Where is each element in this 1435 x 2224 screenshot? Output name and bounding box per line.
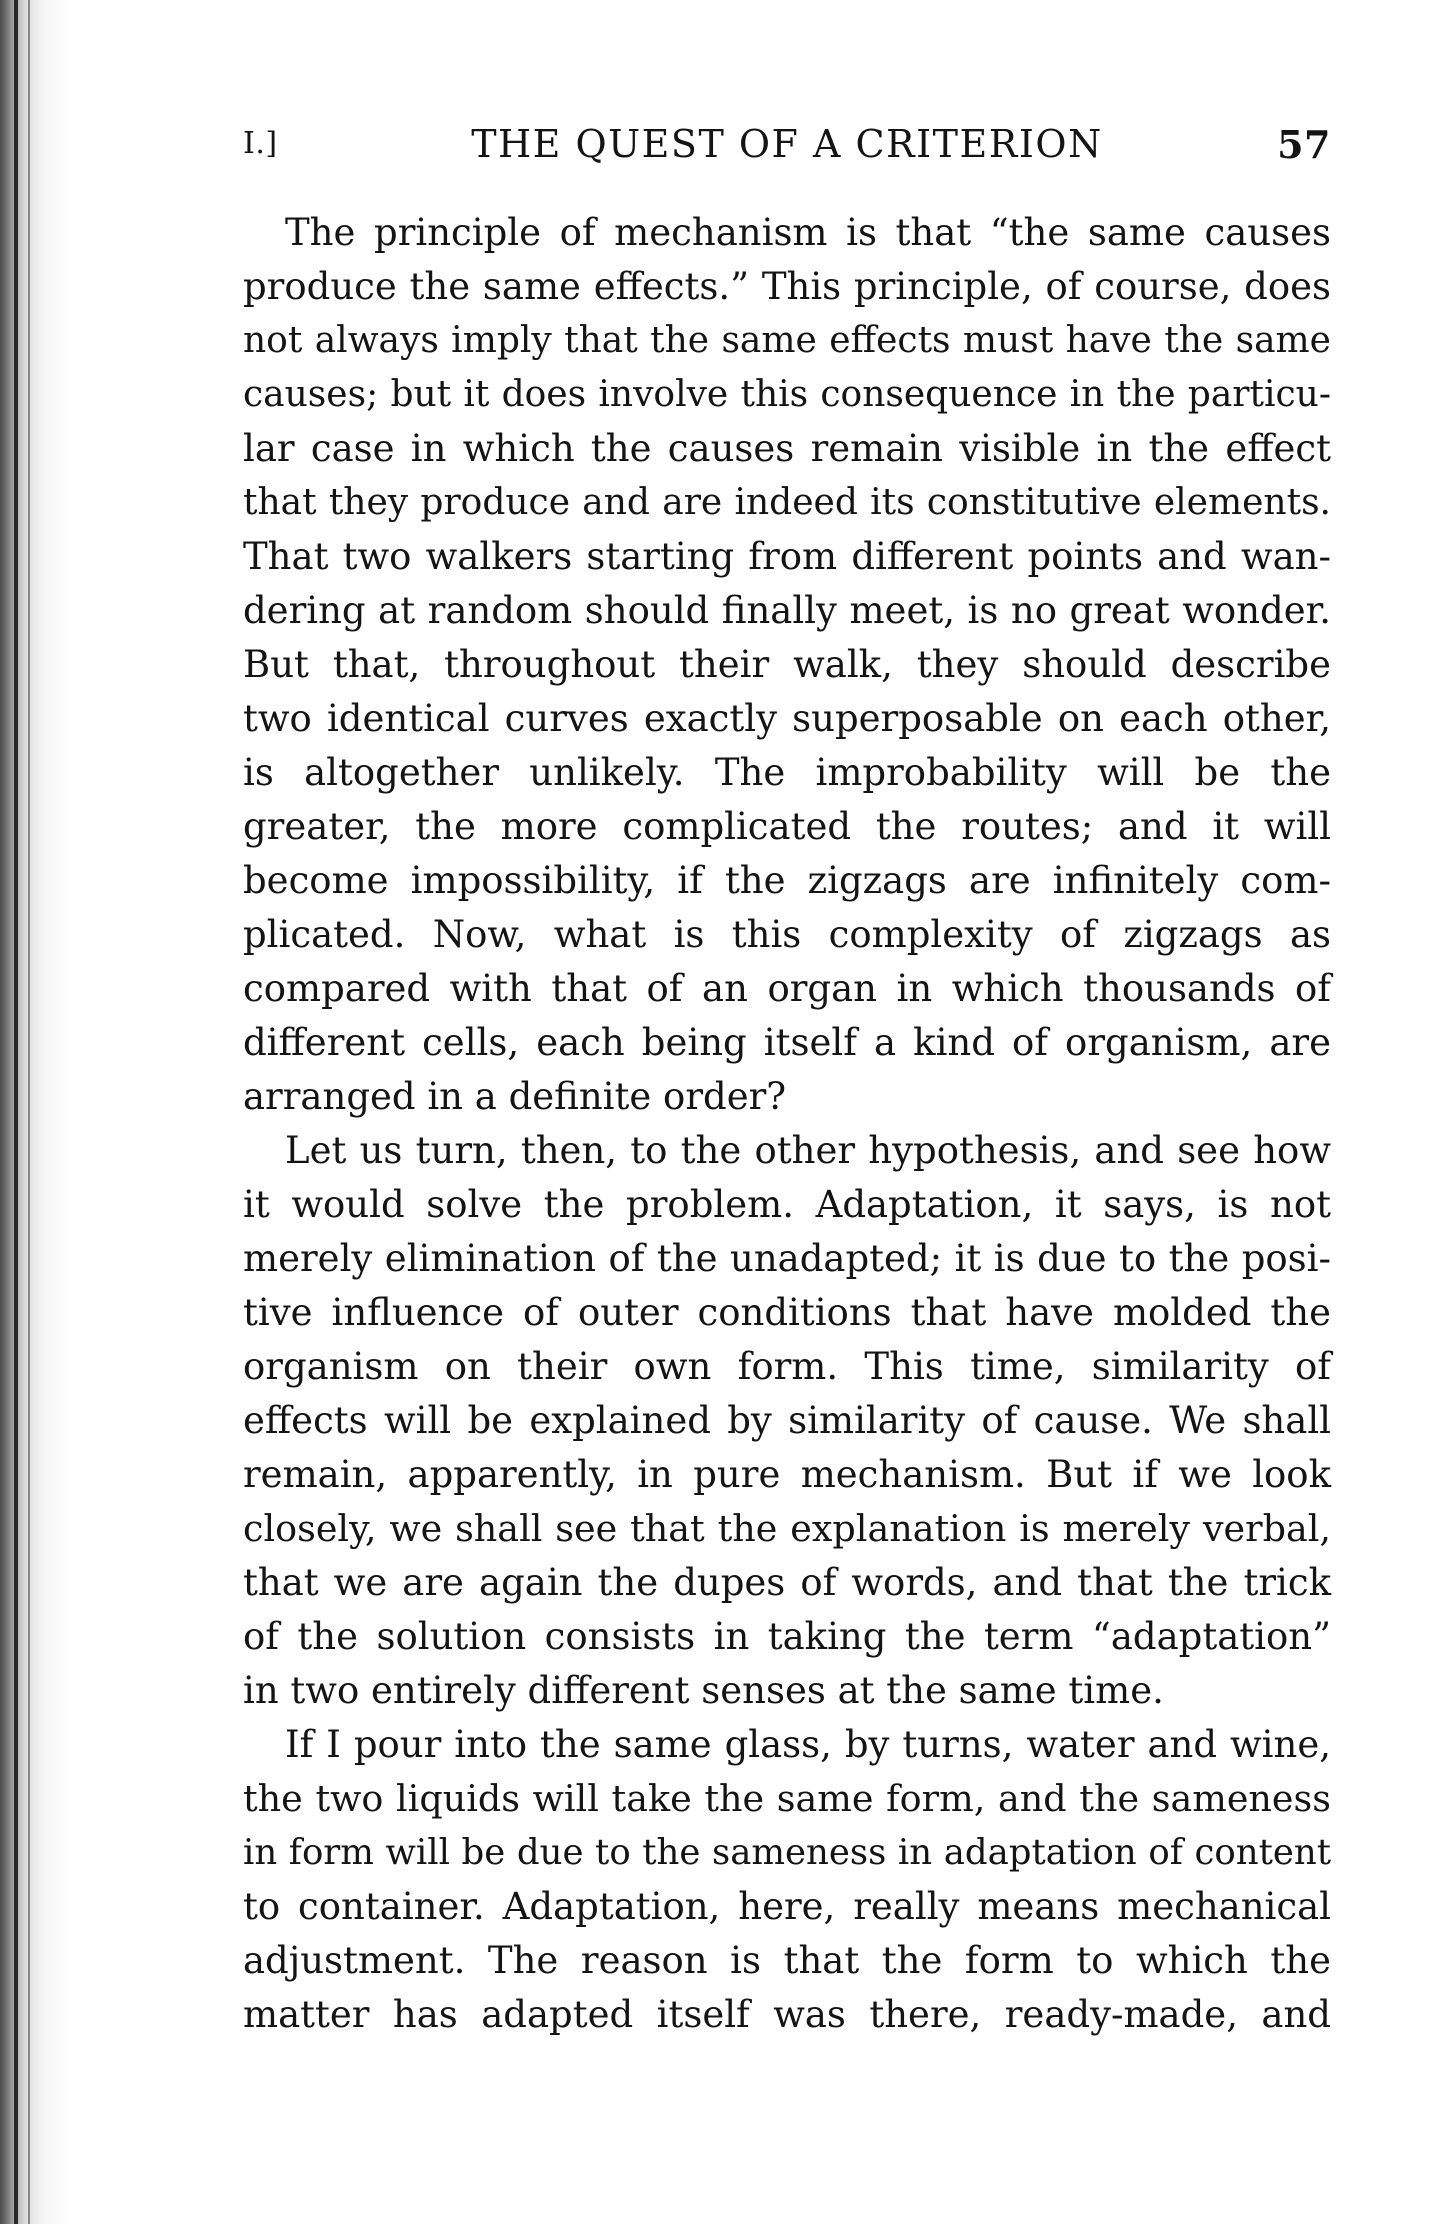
binding-edge-line-secondary: [28, 0, 30, 2224]
binding-gutter-shadow: [0, 0, 70, 2224]
text-line: The principle of mechanism is that “the same causes: [285, 211, 1331, 254]
page-number: 57: [1277, 122, 1331, 167]
text-line: in two entirely different senses at the same time.: [243, 1669, 1164, 1712]
text-line: Let us turn, then, to the other hypothesis, and see how: [285, 1129, 1331, 1172]
text-line: not always imply that the same effects must have the same: [243, 320, 1331, 361]
text-line: If I pour into the same glass, by turns, water and wine,: [285, 1723, 1331, 1766]
text-line: in form will be due to the sameness in adaptation of content: [243, 1832, 1331, 1873]
text-line: merely elimination of the unadapted; it is due to the posi-: [243, 1237, 1331, 1280]
running-title: THE QUEST OF A CRITERION: [471, 122, 1103, 166]
text-line: dering at random should finally meet, is no great wonder.: [243, 589, 1331, 632]
body-text: [243, 206, 1331, 2042]
text-line: That two walkers starting from different points and wan-: [243, 535, 1331, 578]
text-line: is altogether unlikely. The improbability will be the: [243, 751, 1331, 794]
text-line: that they produce and are indeed its constitutive elements.: [243, 482, 1331, 523]
chapter-marker: I.]: [243, 126, 278, 161]
text-line: closely, we shall see that the explanation is merely verbal,: [243, 1507, 1331, 1550]
text-line: organism on their own form. This time, similarity of: [243, 1345, 1331, 1388]
text-line: compared with that of an organ in which thousands of: [243, 967, 1331, 1010]
text-line: lar case in which the causes remain visible in the effect: [243, 427, 1331, 470]
text-line: remain, apparently, in pure mechanism. But if we look: [243, 1453, 1331, 1496]
text-line: matter has adapted itself was there, ready-made, and: [243, 1993, 1331, 2036]
text-line: the two liquids will take the same form, and the sameness: [243, 1777, 1331, 1820]
text-line: plicated. Now, what is this complexity of zigzags as: [243, 913, 1331, 956]
text-line: produce the same effects.” This principle, of course, does: [243, 265, 1331, 308]
text-line: greater, the more complicated the routes; and it will: [243, 805, 1331, 848]
text-line: tive influence of outer conditions that have molded the: [243, 1291, 1331, 1334]
text-line: effects will be explained by similarity of cause. We shall: [243, 1399, 1331, 1442]
text-line: But that, throughout their walk, they should describe: [243, 643, 1331, 686]
text-line: two identical curves exactly superposable on each other,: [243, 697, 1331, 740]
text-line: different cells, each being itself a kind of organism, are: [243, 1021, 1331, 1064]
binding-edge-line: [14, 0, 18, 2224]
text-line: arranged in a definite order?: [243, 1075, 787, 1118]
text-line: that we are again the dupes of words, and that the trick: [243, 1561, 1331, 1604]
text-line: of the solution consists in taking the term “adaptation”: [243, 1615, 1331, 1658]
text-line: it would solve the problem. Adaptation, it says, is not: [243, 1183, 1331, 1226]
text-line: causes; but it does involve this consequence in the particu-: [243, 374, 1331, 415]
text-line: become impossibility, if the zigzags are infinitely com-: [243, 859, 1331, 902]
running-header: [243, 122, 1331, 178]
text-line: to container. Adaptation, here, really means mechanical: [243, 1885, 1331, 1928]
text-line: adjustment. The reason is that the form to which the: [243, 1939, 1331, 1982]
